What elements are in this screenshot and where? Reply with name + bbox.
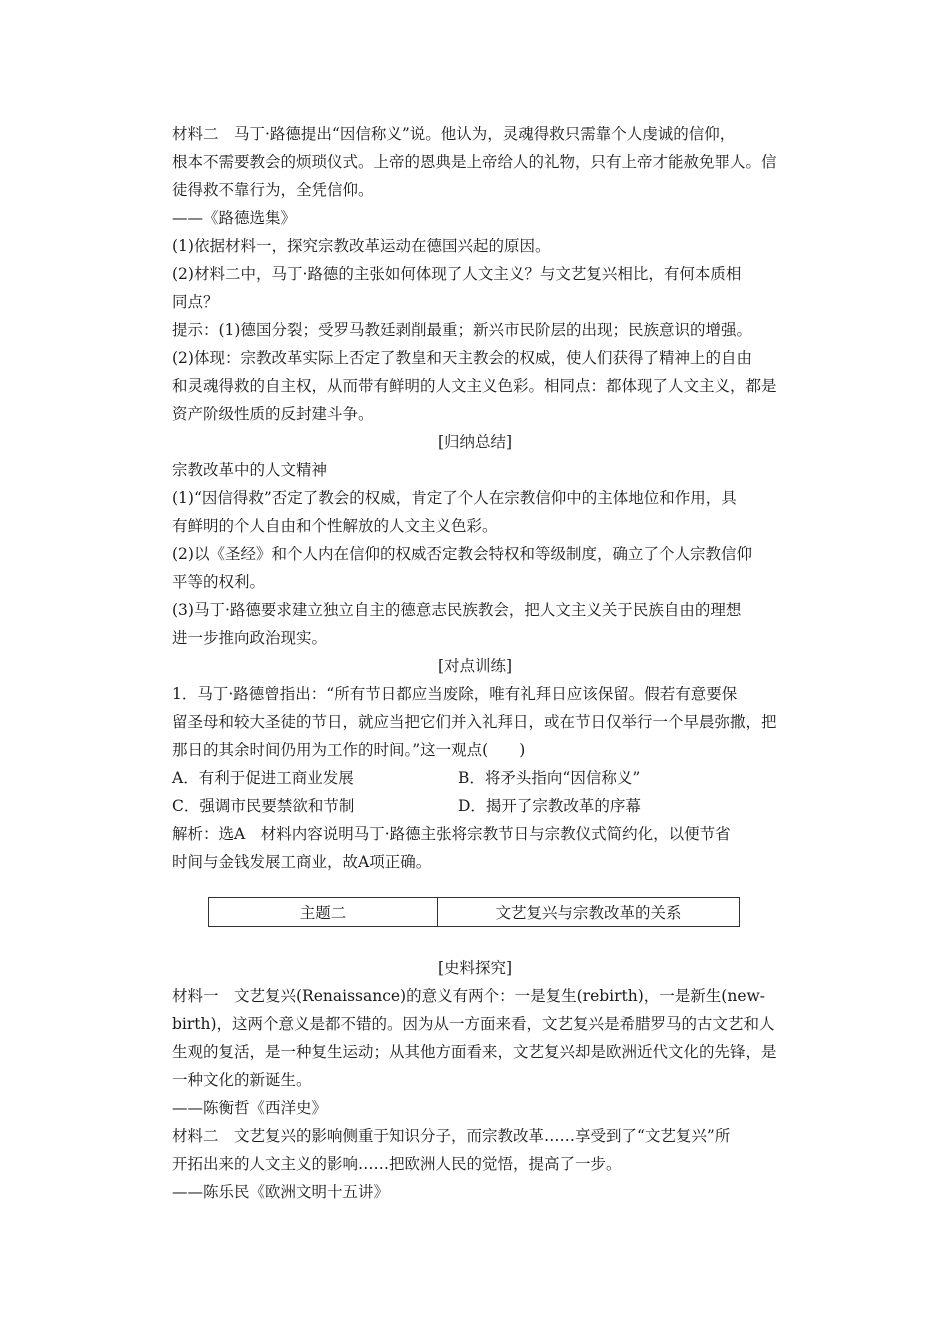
material2-line2: 根本不需要教会的烦琐仪式。上帝的恩典是上帝给人的礼物，只有上帝才能赦免罪人。信 (172, 153, 777, 171)
summary-heading: [归纳总结] (437, 433, 513, 451)
topic-label: 主题二 (209, 898, 438, 926)
material2-line1: 材料二 马丁·路德提出“因信称义”说。他认为，灵魂得救只需靠个人虔诚的信仰， (172, 125, 736, 143)
topic-table (208, 897, 740, 927)
hint-2-line1: (2)体现：宗教改革实际上否定了教皇和天主教会的权威，使人们获得了精神上的自由 (172, 349, 752, 367)
option-a: A．有利于促进工商业发展 (172, 769, 354, 787)
inquiry-material1-line1: 材料一 文艺复兴(Renaissance)的意义有两个：一是复生(rebirth)，一是新生(new- (172, 987, 765, 1005)
hint-2-line3: 资产阶级性质的反封建斗争。 (172, 405, 374, 423)
inquiry-material1-line2: birth)，这两个意义是都不错的。因为从一方面来看，文艺复兴是希腊罗马的古文艺和人 (172, 1015, 775, 1033)
analysis-line2: 时间与金钱发展工商业，故A项正确。 (172, 853, 432, 871)
question-2-line1: (2)材料二中，马丁·路德的主张如何体现了人文主义？与文艺复兴相比，有何本质相 (172, 265, 742, 283)
summary-point1-line1: (1)“因信得救”否定了教会的权威，肯定了个人在宗教信仰中的主体地位和作用，具 (172, 489, 737, 507)
hint-1: 提示：(1)德国分裂；受罗马教廷剥削最重；新兴市民阶层的出现；民族意识的增强。 (172, 321, 752, 339)
inquiry-material2-source: ——陈乐民《欧洲文明十五讲》 (172, 1183, 390, 1201)
material2-line3: 徒得救不靠行为，全凭信仰。 (172, 181, 374, 199)
training-heading: [对点训练] (437, 657, 513, 675)
topic-title: 文艺复兴与宗教改革的关系 (495, 904, 682, 922)
inquiry-heading: [史料探究] (437, 959, 513, 977)
option-c: C．强调市民要禁欲和节制 (172, 797, 355, 815)
material2-source: ——《路德选集》 (172, 209, 297, 227)
training-question-line1: 1．马丁·路德曾指出：“所有节日都应当废除，唯有礼拜日应该保留。假若有意要保 (172, 685, 738, 703)
inquiry-material2-line1: 材料二 文艺复兴的影响侧重于知识分子，而宗教改革……享受到了“文艺复兴”所 (172, 1127, 731, 1145)
summary-point2-line2: 平等的权利。 (172, 573, 266, 591)
inquiry-material2-line2: 开拓出来的人文主义的影响……把欧洲人民的觉悟，提高了一步。 (172, 1155, 622, 1173)
hint-2-line2: 和灵魂得救的自主权，从而带有鲜明的人文主义色彩。相同点：都体现了人文主义，都是 (172, 377, 777, 395)
question-2-line2: 同点？ (172, 293, 219, 311)
summary-point3-line1: (3)马丁·路德要求建立独立自主的德意志民族教会，把人文主义关于民族自由的理想 (172, 601, 742, 619)
inquiry-material1-source: ——陈衡哲《西洋史》 (172, 1099, 328, 1117)
analysis-line1: 解析：选A 材料内容说明马丁·路德主张将宗教节日与宗教仪式简约化，以便节省 (172, 825, 731, 843)
summary-point3-line2: 进一步推向政治现实。 (172, 629, 328, 647)
summary-point1-line2: 有鲜明的个人自由和个性解放的人文主义色彩。 (172, 517, 498, 535)
inquiry-material1-line3: 生观的复活，是一种复生运动；从其他方面看来，文艺复兴却是欧洲近代文化的先锋，是 (172, 1043, 777, 1061)
question-1: (1)依据材料一，探究宗教改革运动在德国兴起的原因。 (172, 237, 551, 255)
training-question-line3: 那日的其余时间仍用为工作的时间。”这一观点( ) (172, 741, 526, 759)
summary-point2-line1: (2)以《圣经》和个人内在信仰的权威否定教会特权和等级制度，确立了个人宗教信仰 (172, 545, 752, 563)
option-d: D．揭开了宗教改革的序幕 (458, 797, 641, 815)
training-question-line2: 留圣母和较大圣徒的节日，就应当把它们并入礼拜日，或在节日仅举行一个早晨弥撒，把 (172, 713, 777, 731)
summary-title: 宗教改革中的人文精神 (172, 461, 328, 479)
option-b: B．将矛头指向“因信称义” (458, 769, 641, 787)
inquiry-material1-line4: 一种文化的新诞生。 (172, 1071, 312, 1089)
